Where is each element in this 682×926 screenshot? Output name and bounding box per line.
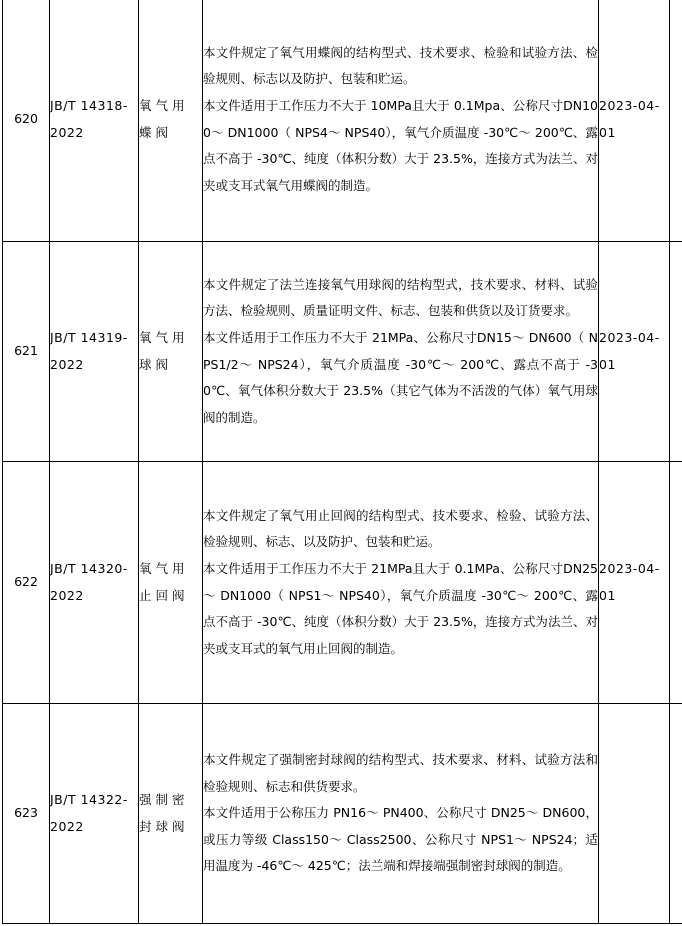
applicability-text: 本文件适用于工作压力不大于 21MPa、公称尺寸DN15～ DN600（ NPS1/2～ NPS24），氧气介质温度 -30℃～ 200℃、露点不高于 -30℃、氧气体积分数大于 23.5%（其它气体为不活泼的气体）氧气用球阀的制造。: [203, 329, 598, 425]
applicability-text: 本文件适用于公称压力 PN16～ PN400、公称尺寸 DN25～ DN600，或压力等级 Class150～ Class2500、公称尺寸 NPS1～ NPS24；适用温度为 -46℃～ 425℃；法兰端和焊接端强制密封球阀的制造。: [203, 805, 598, 874]
effective-date: 2023-04-01: [599, 97, 660, 140]
table-row: [3, 462, 682, 704]
table-row: [3, 704, 682, 924]
description-cell: [203, 0, 599, 242]
effective-date-cell: [599, 0, 670, 242]
effective-date-cell: [599, 462, 670, 704]
applicability-text: 本文件适用于工作压力不大于 10MPa且大于 0.1Mpa、公称尺寸DN100～ DN1000（ NPS4～ NPS40），氧气介质温度 -30℃～ 200℃、露点不高于 -30℃、纯度（体积分数）大于 23.5%，连接方式为法兰、对夹或支耳式氧气用蝶阀的制造。: [203, 97, 598, 193]
row-number: 623: [3, 704, 50, 924]
standard-code: JB/T 14319-2022: [50, 329, 128, 372]
applicability-text: 本文件适用于工作压力不大于 21MPa且大于 0.1MPa、公称尺寸DN25～ DN1000（ NPS1～ NPS40），氧气介质温度 -30℃～ 200℃、露点不高于 -30℃、纯度（体积分数）大于 23.5%，连接方式为法兰、对夹或支耳式的氧气用止回阀的制造。: [203, 560, 598, 656]
standard-code-cell: [50, 704, 139, 924]
standard-name: 氧气用蝶阀: [139, 97, 189, 140]
standard-name-cell: [139, 242, 203, 462]
table-row: [3, 0, 682, 242]
standard-name-cell: [139, 462, 203, 704]
row-number: 622: [3, 462, 50, 704]
scope-text: 本文件规定了法兰连接氧气用球阀的结构型式，技术要求、材料、试验方法、检验规则、质量证明文件、标志、包装和供货以及订货要求。: [203, 276, 598, 319]
standard-name: 氧气用球阀: [139, 329, 189, 372]
description-cell: [203, 704, 599, 924]
effective-date-cell: [599, 704, 670, 924]
standard-code: JB/T 14320-2022: [50, 560, 128, 603]
effective-date-cell: [599, 242, 670, 462]
standard-code-cell: [50, 0, 139, 242]
description-cell: [203, 462, 599, 704]
table-row: [3, 242, 682, 462]
scope-text: 本文件规定了氧气用蝶阀的结构型式、技术要求、检验和试验方法、检验规则、标志以及防护、包装和贮运。: [203, 44, 598, 87]
standard-code: JB/T 14322-2022: [50, 791, 128, 834]
effective-date: 2023-04-01: [599, 329, 660, 372]
row-number: 621: [3, 242, 50, 462]
standard-code-cell: [50, 242, 139, 462]
description-cell: [203, 242, 599, 462]
standard-name-cell: [139, 704, 203, 924]
standard-code-cell: [50, 462, 139, 704]
standard-code: JB/T 14318-2022: [50, 97, 128, 140]
scope-text: 本文件规定了氧气用止回阀的结构型式、技术要求、检验、试验方法、检验规则、标志、以及防护、包装和贮运。: [203, 507, 598, 550]
scope-text: 本文件规定了强制密封球阀的结构型式、技术要求、材料、试验方法和检验规则、标志和供货要求。: [203, 752, 598, 794]
standard-name-cell: [139, 0, 203, 242]
empty-cell: [670, 242, 682, 462]
effective-date: 2023-04-01: [599, 560, 660, 603]
empty-cell: [670, 462, 682, 704]
standard-name: 氧气用止回阀: [139, 560, 189, 603]
row-number: 620: [3, 0, 50, 242]
empty-cell: [670, 704, 682, 924]
standard-name: 强制密封球阀: [139, 791, 189, 834]
standards-table: [2, 0, 682, 924]
empty-cell: [670, 0, 682, 242]
